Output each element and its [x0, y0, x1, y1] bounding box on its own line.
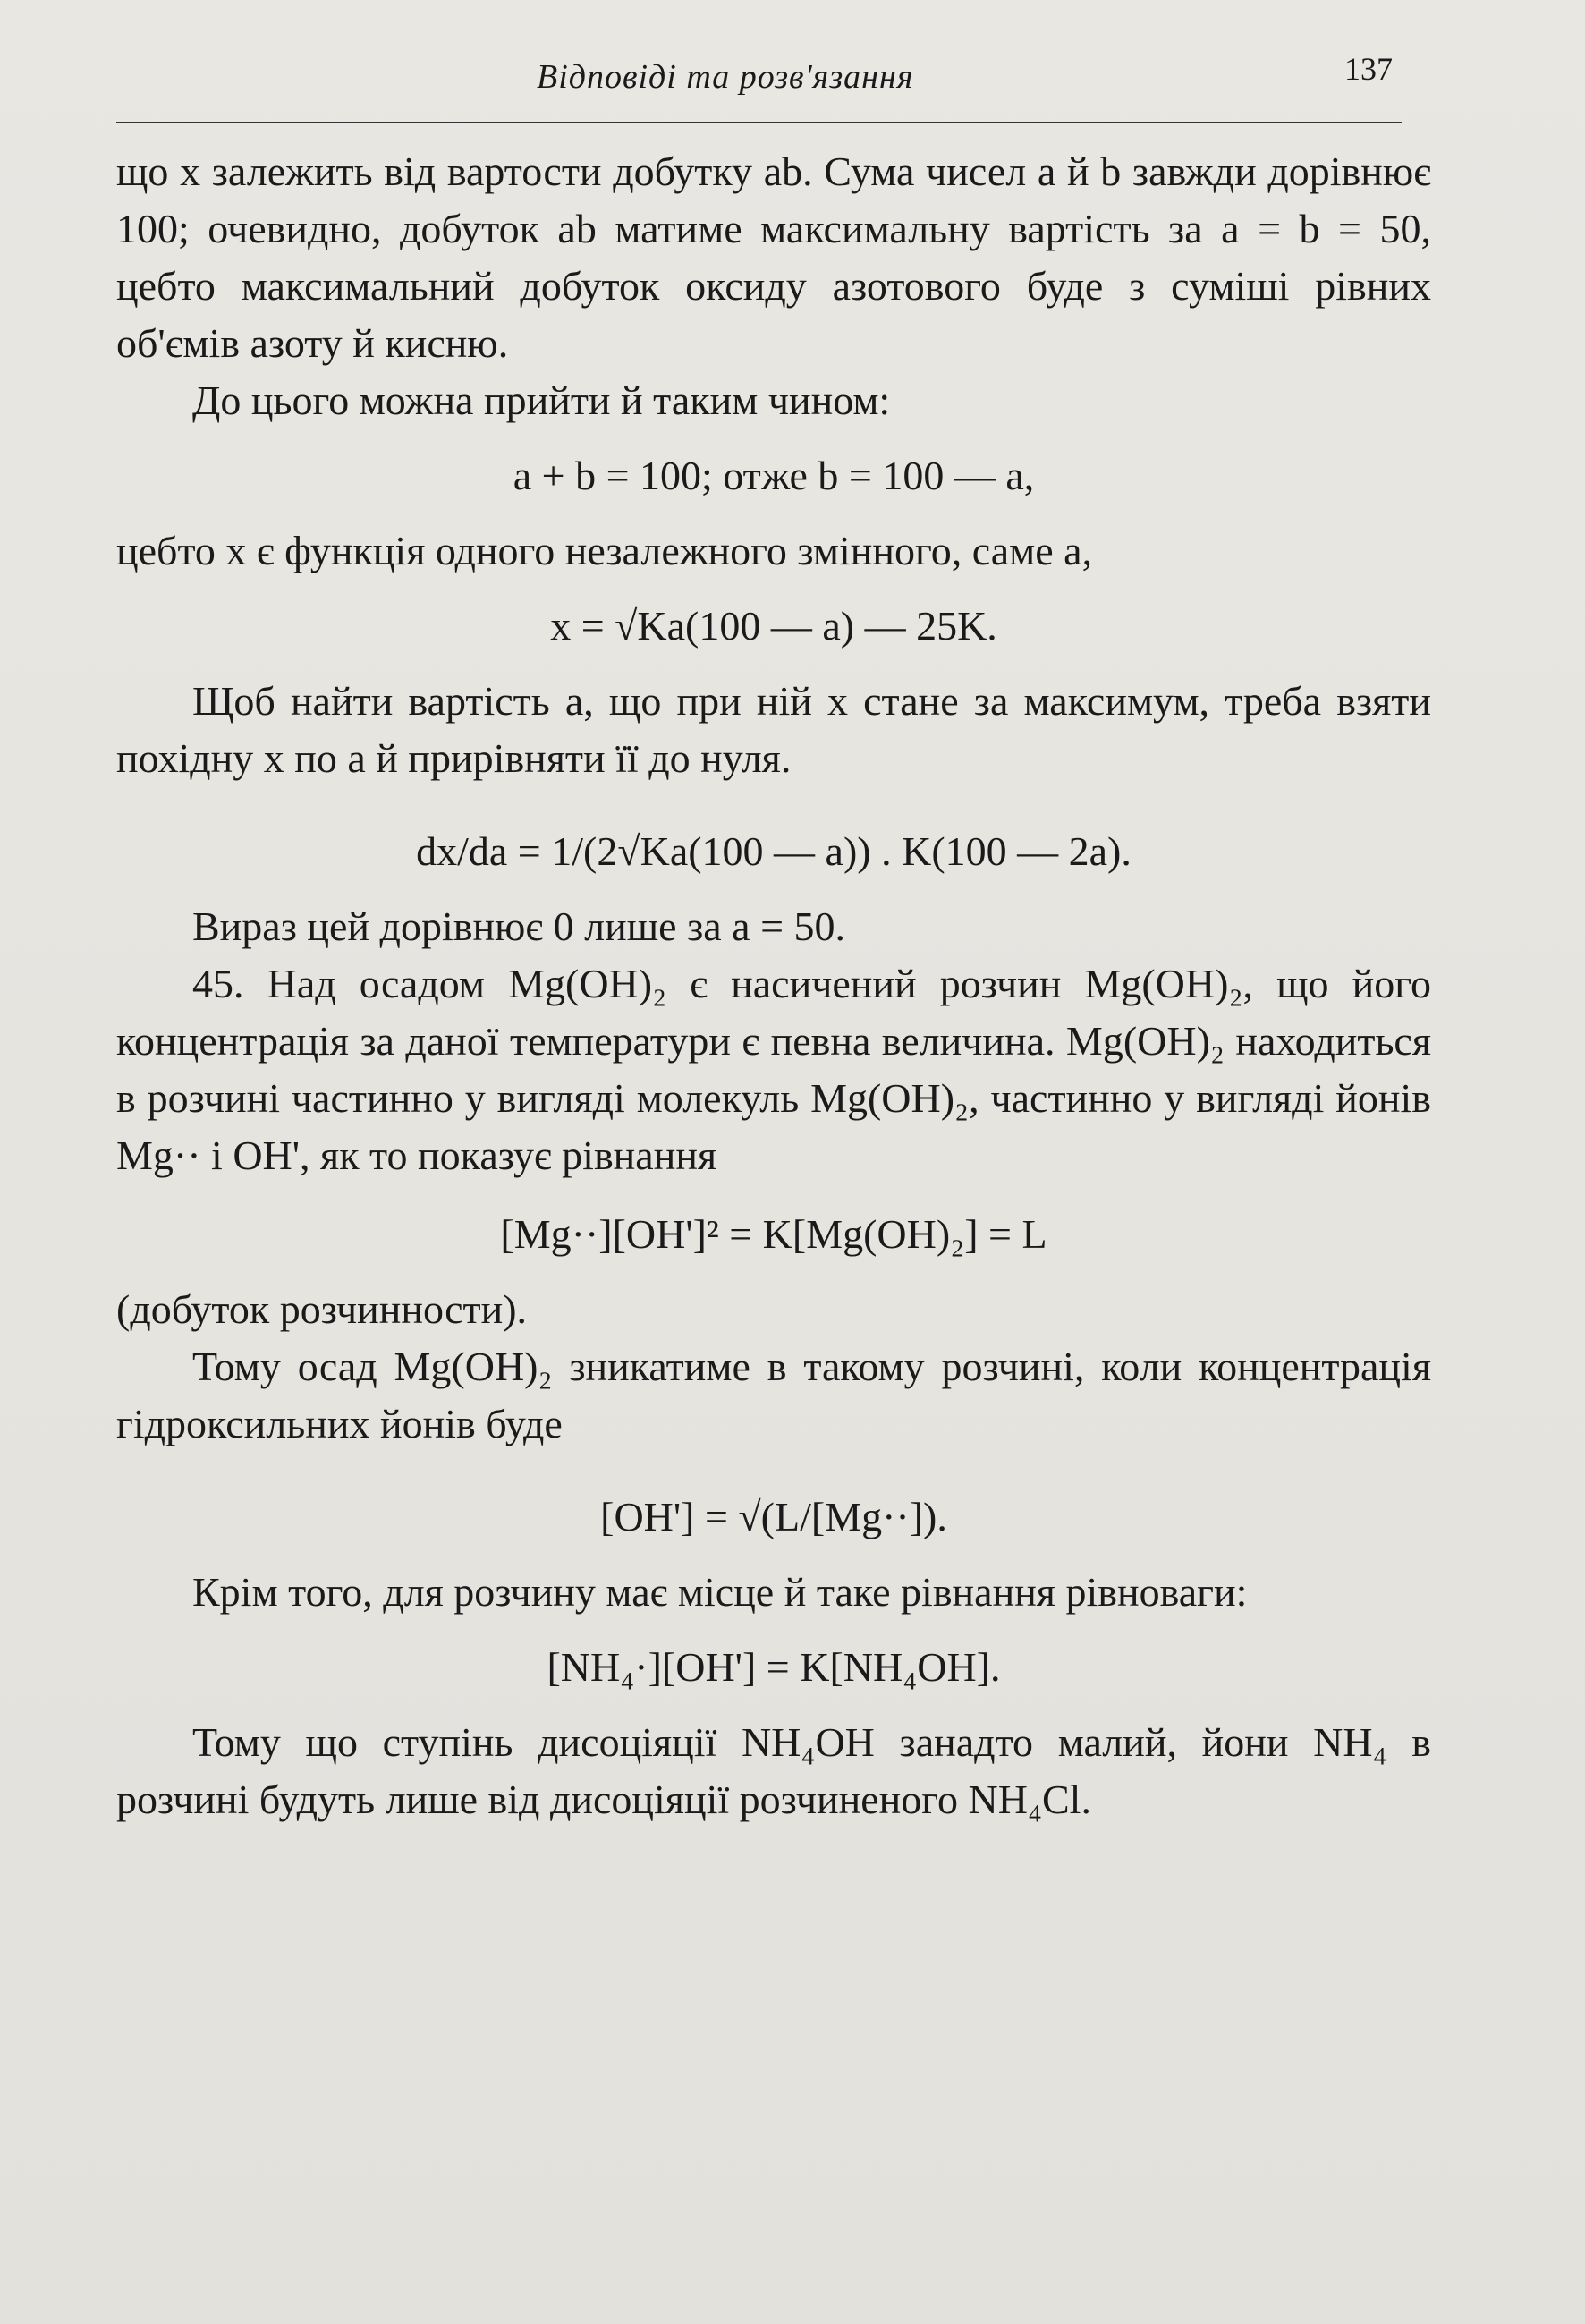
running-title: Відповіді та розв'язання [537, 58, 914, 96]
paragraph-9: Крім того, для розчину має місце й таке рівнання рівноваги: [192, 1569, 1248, 1615]
paragraph-6: 45. Над осадом Mg(OH)₂ є насичений розчин Mg(OH)₂, що його концентрація за даної температури є певна величина. Mg(OH)₂ находиться в розчині частинно у вигляді молекуль Mg(OH)₂, частинно у вигляді йонів Mg·· і OH', як то показує рівнання [116, 961, 1431, 1178]
paragraph-4: Щоб найти вартість a, що при ній x стане за максимум, треба взяти похідну x по a й прирівняти її до нуля. [116, 678, 1431, 781]
running-head [116, 47, 1402, 123]
paragraph-7: (добуток розчинности). [116, 1286, 528, 1332]
paragraph-5: Вираз цей дорівнює 0 лише за a = 50. [192, 903, 846, 949]
formula-sum: a + b = 100; отже b = 100 — a, [513, 453, 1035, 498]
page-content [116, 143, 1431, 1828]
paragraph-10: Тому що ступінь дисоціяції NH₄OH занадто малий, йони NH₄ в розчині будуть лише від дисоціяції розчиненого NH₄Cl. [116, 1719, 1431, 1822]
paragraph-3: цебто x є функція одного незалежного змінного, саме a, [116, 528, 1093, 573]
paragraph-2: До цього можна прийти й таким чином: [192, 377, 891, 423]
paragraph-1: що x залежить від вартости добутку ab. Сума чисел a й b завжди дорівнює 100; очевидно, добуток ab матиме максимальну вартість за a = b = 50, цебто максимальний добуток оксиду азотового буде з суміші рівних об'ємів азоту й кисню. [116, 148, 1431, 366]
formula-solubility: [Mg··][OH']² = K[Mg(OH)₂] = L [500, 1211, 1047, 1257]
paragraph-8: Тому осад Mg(OH)₂ зникатиме в такому розчині, коли концентрація гідроксильних йонів буде [116, 1344, 1431, 1446]
formula-equilibrium: [NH₄·][OH'] = K[NH₄OH]. [547, 1644, 1001, 1690]
page-number: 137 [1344, 51, 1393, 87]
formula-hydroxide: [OH'] = √(L/[Mg··]). [600, 1494, 947, 1539]
formula-derivative: dx/da = 1/(2√Ka(100 — a)) . K(100 — 2a). [416, 828, 1132, 874]
formula-x: x = √Ka(100 — a) — 25K. [550, 603, 997, 649]
